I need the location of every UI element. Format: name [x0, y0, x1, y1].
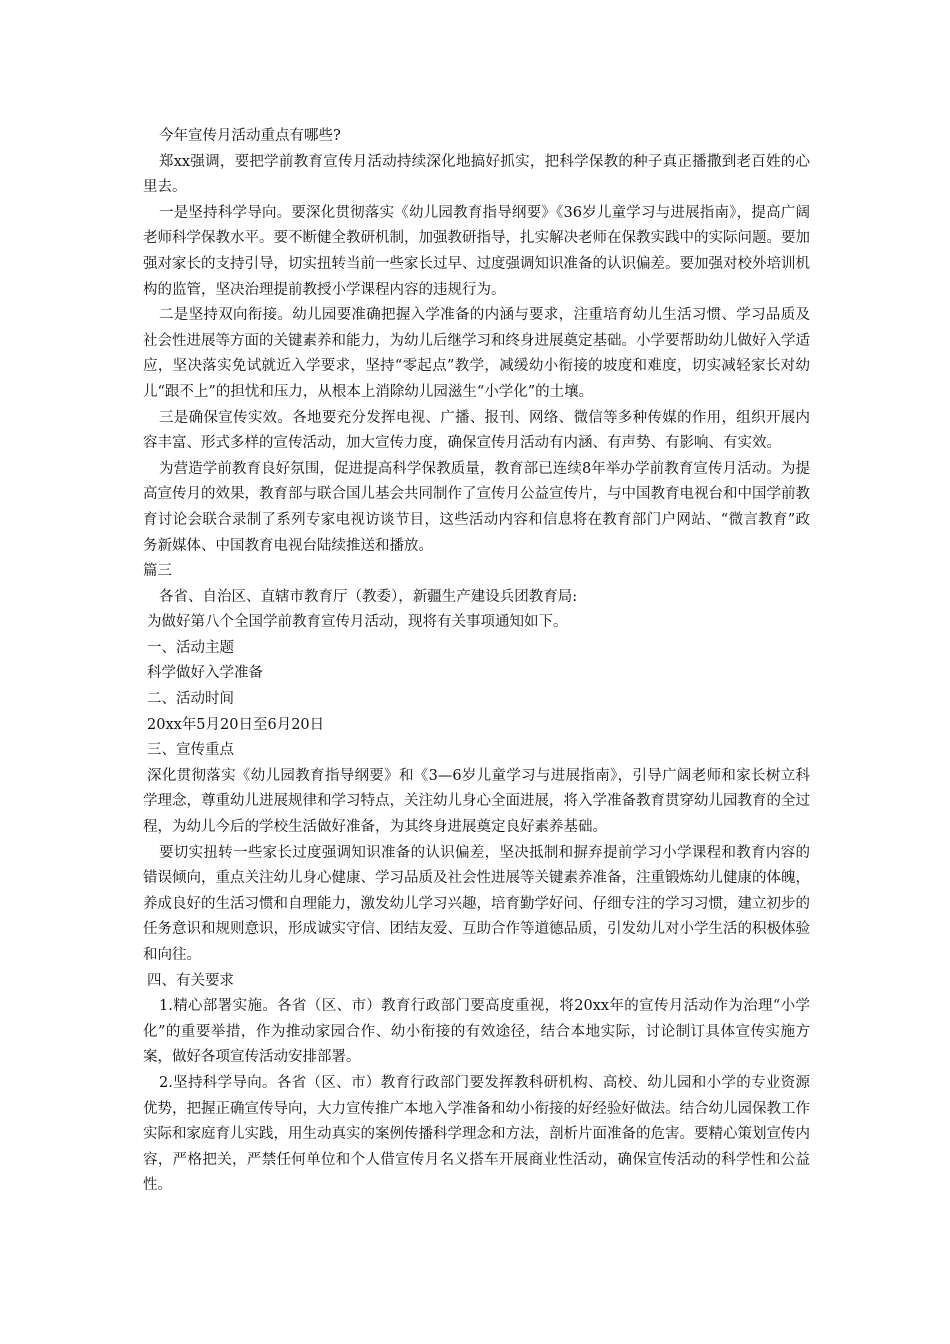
paragraph-question: 今年宣传月活动重点有哪些?: [159, 128, 341, 144]
heading-requirements: 四、有关要求: [147, 972, 234, 989]
paragraph-addressee: 各省、自治区、直辖市教育厅（教委），新疆生产建设兵团教育局:: [159, 588, 578, 605]
section-heading: 篇三: [143, 563, 172, 580]
paragraph-requirement-2: 2.坚持科学导向。各省（区、市）教育行政部门要发挥教科研机构、高校、幼儿园和小学的专业资源优势，把握正确宣传导向，大力宣传推广本地入学准备和幼小衔接的好经验好做法。结合幼儿园保教工作实际和家庭育儿实践，用生动真实的案例传播科学理念和方法，剖析片面准备的危害。要精心策划宣传内容，严格把关，严禁任何单位和个人借宣传月名义搭车开展商业性活动，确保宣传活动的科学性和公益性。: [143, 1074, 810, 1194]
paragraph-focus-2: 要切实扭转一些家长过度强调知识准备的认识偏差，坚决抵制和摒弃提前学习小学课程和教育内容的错误倾向，重点关注幼儿身心健康、学习品质及社会性进展等关键素养准备，注重锻炼幼儿健康的体魄，养成良好的生活习惯和自理能力，激发幼儿学习兴趣，培育勤学好问、仔细专注的学习习惯，建立初步的任务意识和规则意识，形成诚实守信、团结友爱、互助合作等道德品质，引发幼儿对小学生活的积极体验和向往。: [143, 844, 810, 963]
paragraph-notice: 为做好第八个全国学前教育宣传月活动，现将有关事项通知如下。: [147, 614, 568, 631]
paragraph-requirement-1: 1.精心部署实施。各省（区、市）教育行政部门要高度重视，将20xx年的宣传月活动作为治理“小学化”的重要举措，作为推动家园合作、幼小衔接的有效途径，结合本地实际，讨论制订具体宣传实施方案，做好各项宣传活动安排部署。: [143, 998, 810, 1066]
paragraph-point-3: 三是确保宣传实效。各地要充分发挥电视、广播、报刊、网络、微信等多种传媒的作用，组织开展内容丰富、形式多样的宣传活动，加大宣传力度，确保宣传月活动有内涵、有声势、有影响、有实效。: [143, 409, 810, 452]
paragraph-point-1: 一是坚持科学导向。要深化贯彻落实《幼儿园教育指导纲要》《36岁儿童学习与进展指南》，提高广阔老师科学保教水平。要不断健全教研机制，加强教研指导，扎实解决老师在保教实践中的实际问题。要加强对家长的支持引导，切实扭转当前一些家长过早、过度强调知识准备的认识偏差。要加强对校外培训机构的监管，坚决治理提前教授小学课程内容的违规行为。: [143, 204, 810, 298]
heading-theme: 一、活动主题: [147, 639, 234, 656]
document-page: [143, 124, 810, 1199]
paragraph-focus-1: 深化贯彻落实《幼儿园教育指导纲要》和《3—6岁儿童学习与进展指南》，引导广阔老师和家长树立科学理念，尊重幼儿进展规律和学习特点，关注幼儿身心全面进展，将入学准备教育贯穿幼儿园教育的全过程，为幼儿今后的学校生活做好准备，为其终身进展奠定良好素养基础。: [143, 767, 810, 836]
paragraph-intro: 郑xx强调，要把学前教育宣传月活动持续深化地搞好抓实，把科学保教的种子真正播撒到老百姓的心里去。: [143, 153, 810, 196]
heading-time: 二、活动时间: [147, 691, 234, 708]
paragraph-theme: 科学做好入学准备: [147, 665, 263, 682]
paragraph-point-2: 二是坚持双向衔接。幼儿园要准确把握入学准备的内涵与要求，注重培育幼儿生活习惯、学习品质及社会性进展等方面的关键素养和能力，为幼儿后继学习和终身进展奠定基础。小学要帮助幼儿做好入学适应，坚决落实免试就近入学要求，坚持“零起点”教学，减缓幼小衔接的坡度和难度，切实减轻家长对幼儿“跟不上”的担忧和压力，从根本上消除幼儿园滋生“小学化”的土壤。: [143, 307, 810, 400]
heading-focus: 三、宣传重点: [147, 742, 234, 759]
paragraph-background: 为营造学前教育良好氛围，促进提高科学保教质量，教育部已连续8年举办学前教育宣传月活动。为提高宣传月的效果，教育部与联合国儿基会共同制作了宣传月公益宣传片，与中国教育电视台和中国学前教育讨论会联合录制了系列专家电视访谈节目，这些活动内容和信息将在教育部门户网站、“微言教育”政务新媒体、中国教育电视台陆续推送和播放。: [143, 460, 810, 554]
paragraph-time: 20xx年5月20日至6月20日: [147, 716, 325, 733]
